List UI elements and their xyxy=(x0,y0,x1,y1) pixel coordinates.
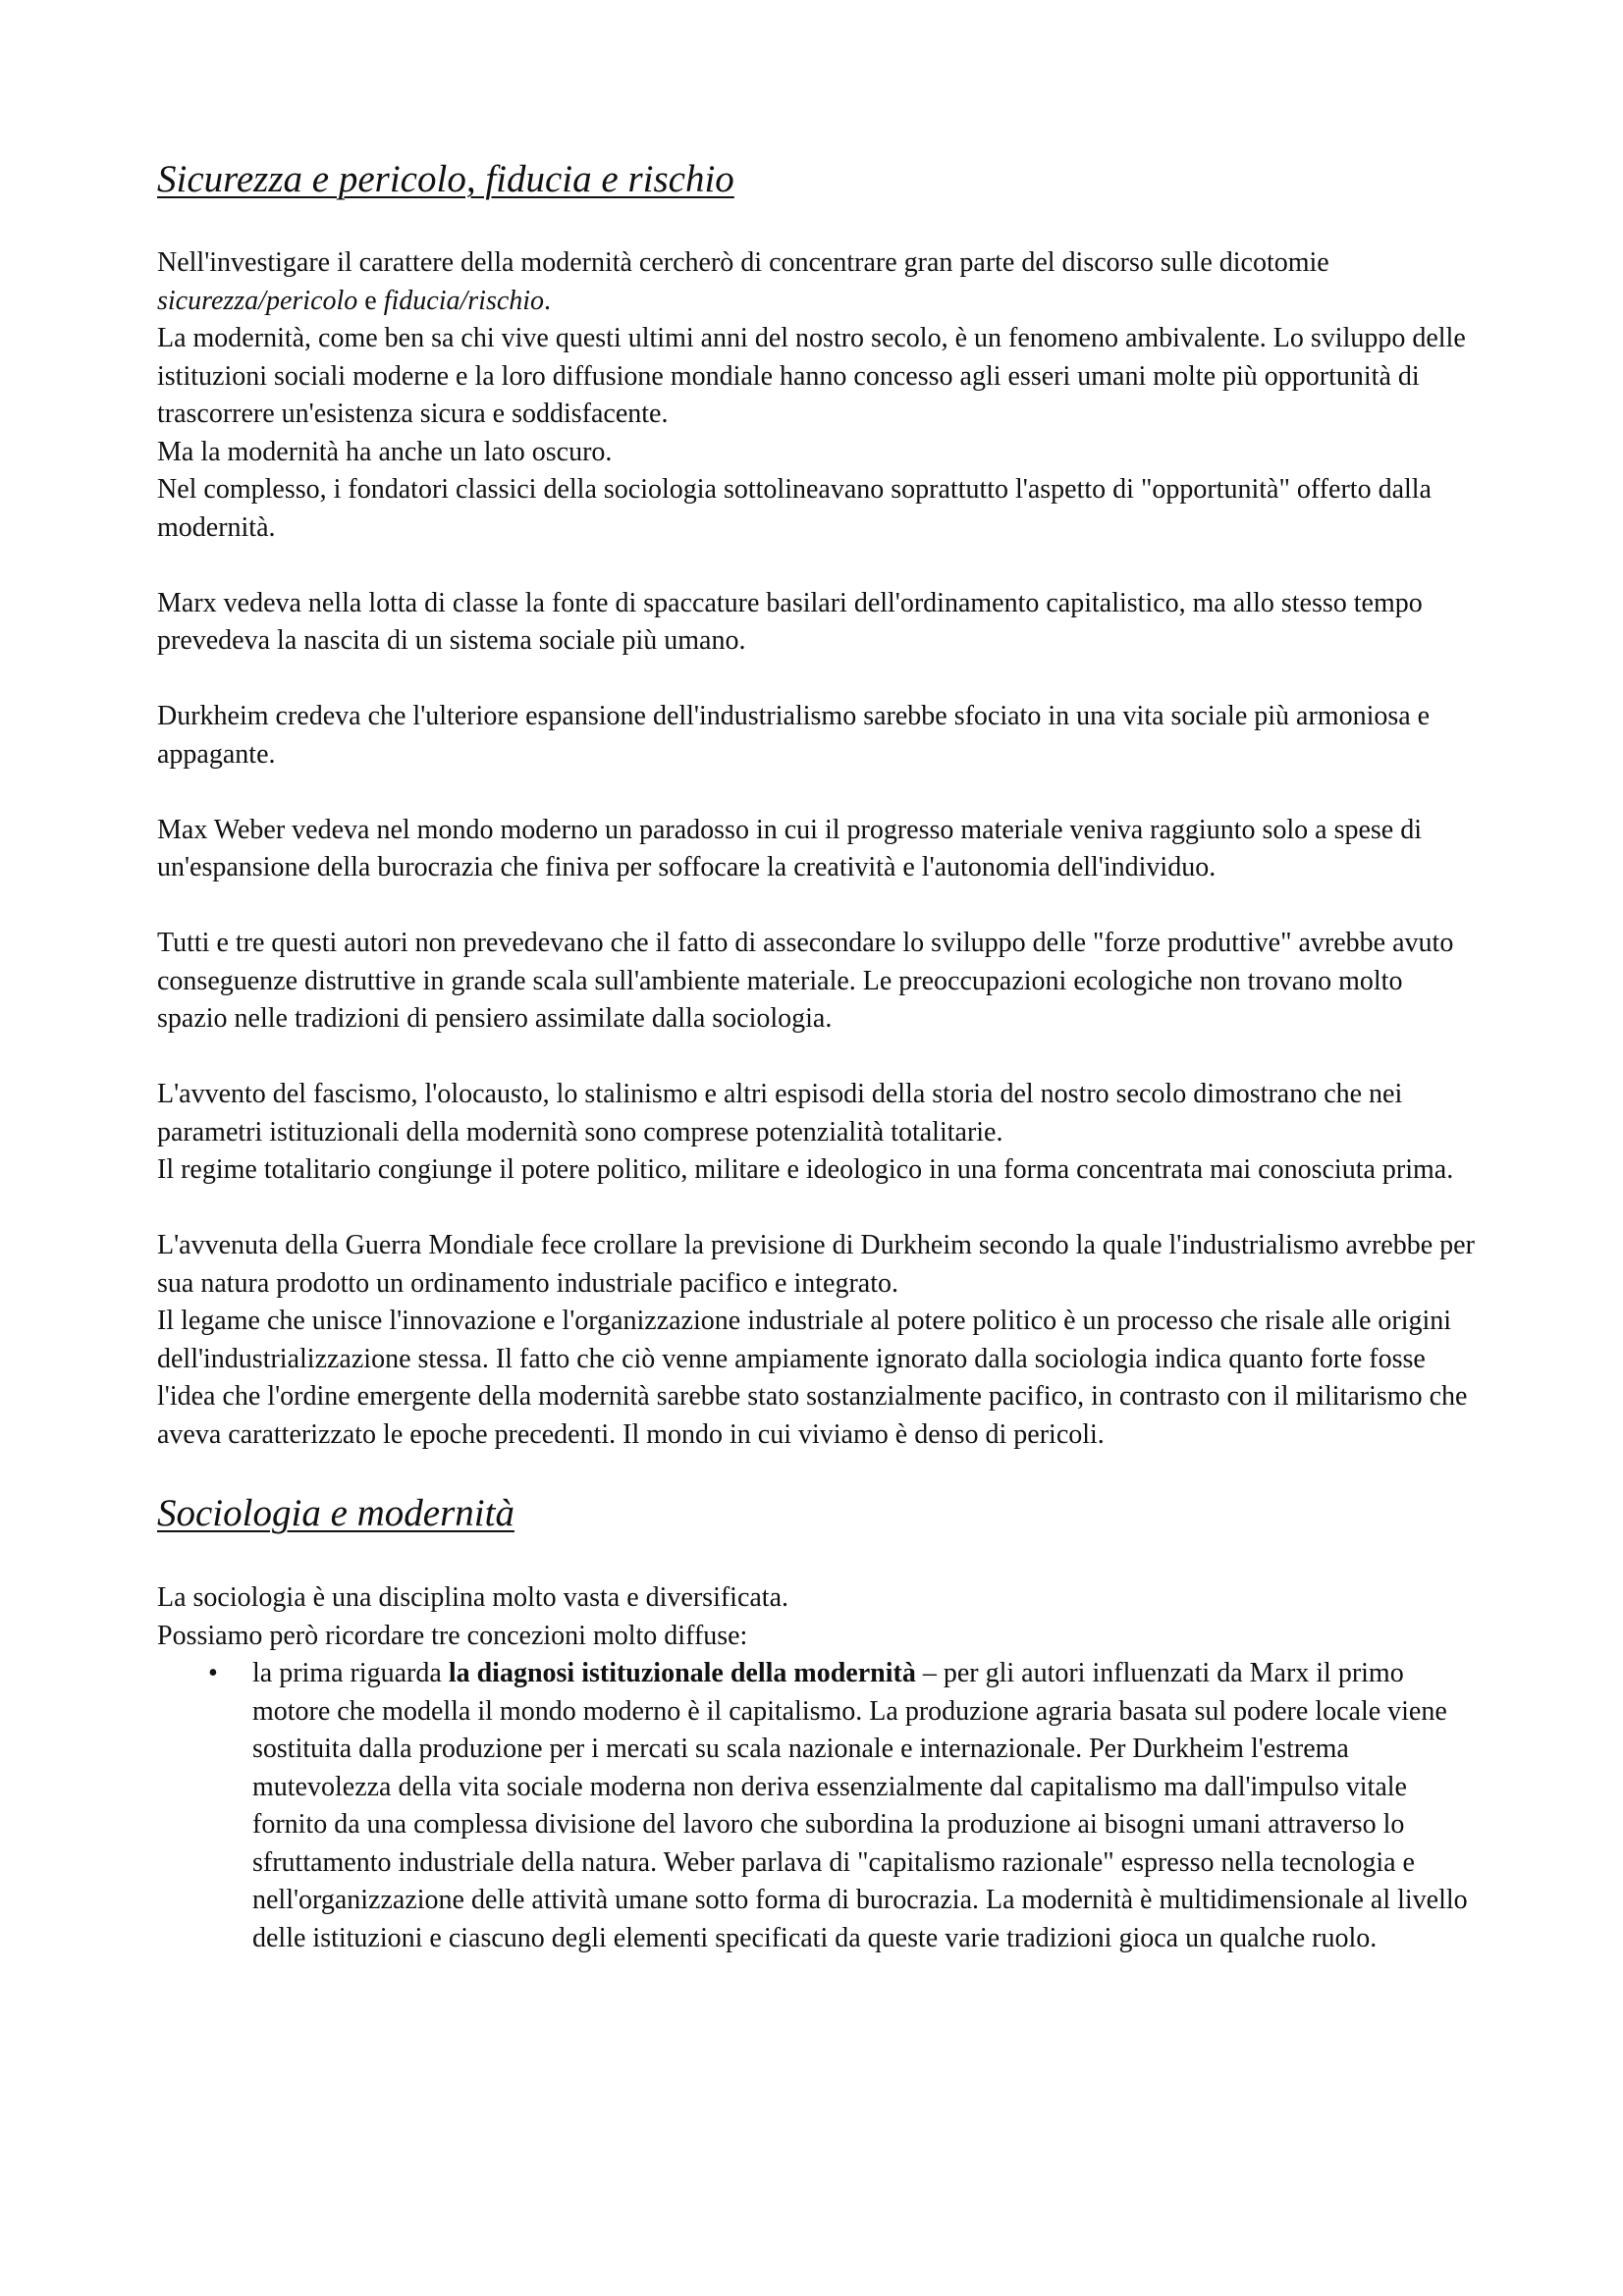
paragraph-founders: Nel complesso, i fondatori classici della sociologia sottolineavano soprattutto l'aspetto di "opportunità" offerto dalla modernità. xyxy=(157,474,1432,543)
intro-connector-text: e xyxy=(357,285,384,316)
paragraph-discipline: La sociologia è una disciplina molto vasta e diversificata. xyxy=(157,1582,789,1613)
list-item-body: – per gli autori influenzati da Marx il primo motore che modella il mondo moderno è il capitalismo. La produzione agraria basata sul podere locale viene sostituita dalla produzione per i mercati su scala nazionale e internazionale. Per Durkheim l'estrema mutevolezza della vita sociale moderna non deriva essenzialmente dal capitalismo ma dall'impulso vitale fornito da una complessa divisione del lavoro che subordina la produzione ai bisogni umani attraverso lo sfruttamento industriale della natura. Weber parlava di "capitalismo razionale" espresso nella tecnologia e nell'organizzazione delle attività umane sotto forma di burocrazia. La modernità è multidimensionale al livello delle istituzioni e ciascuno degli elementi specificati da queste varie tradizioni gioca un qualche ruolo. xyxy=(252,1658,1468,1953)
paragraph-world-war: L'avvenuta della Guerra Mondiale fece crollare la previsione di Durkheim secondo la quale l'industrialismo avrebbe per sua natura prodotto un ordinamento industriale pacifico e integrato. xyxy=(157,1230,1475,1299)
paragraph-fascism: L'avvento del fascismo, l'olocausto, lo stalinismo e altri espisodi della storia del nostro secolo dimostrano che nei parametri istituzionali della modernità sono comprese potenzialità totalitarie. xyxy=(157,1079,1403,1148)
paragraph-dark-side: Ma la modernità ha anche un lato oscuro. xyxy=(157,436,613,467)
paragraph-weber: Max Weber vedeva nel mondo moderno un paradosso in cui il progresso materiale veniva raggiunto solo a spese di un'espansione della burocrazia che finiva per soffocare la creatività e l'autonomia dell'individuo. xyxy=(157,814,1422,882)
bullet-icon: • xyxy=(208,1658,218,1688)
paragraph-three-authors: Tutti e tre questi autori non prevedevano che il fatto di assecondare lo sviluppo delle "forze produttive" avrebbe avuto conseguenze distruttive in grande scala sull'ambiente materiale. Le preoccupazioni ecologiche non trovano molto spazio nelle tradizioni di pensiero assimilate dalla sociologia. xyxy=(157,928,1454,1034)
section-title-sicurezza: Sicurezza e pericolo, fiducia e rischio xyxy=(157,158,734,200)
conceptions-list xyxy=(157,1655,1478,1957)
intro-lead-text: Nell'investigare il carattere della modernità cercherò di concentrare gran parte del discorso sulle dicotomie xyxy=(157,247,1329,278)
paragraph-durkheim: Durkheim credeva che l'ulteriore espansione dell'industrialismo sarebbe sfociato in una vita sociale più armoniosa e appagante. xyxy=(157,701,1431,770)
section-title-sociologia: Sociologia e modernità xyxy=(157,1492,514,1534)
document-body xyxy=(157,155,1478,1957)
paragraph-totalitarian: Il regime totalitario congiunge il potere politico, militare e ideologico in una forma concentrata mai conosciuta prima. xyxy=(157,1154,1454,1185)
term-sicurezza-pericolo: sicurezza/pericolo xyxy=(157,285,358,316)
list-item-bold-term: la diagnosi istituzionale della modernità xyxy=(448,1658,916,1688)
paragraph-intro xyxy=(157,244,1478,320)
intro-end-text: . xyxy=(544,285,552,316)
term-fiducia-rischio: fiducia/rischio xyxy=(383,285,545,316)
list-item-lead: la prima riguarda xyxy=(252,1658,449,1688)
paragraph-industrial-bond: Il legame che unisce l'innovazione e l'organizzazione industriale al potere politico è un processo che risale alle origini dell'industrializzazione stessa. Il fatto che ciò venne ampiamente ignorato dalla sociologia indica quanto forte fosse l'idea che l'ordine emergente della modernità sarebbe stato sostanzialmente pacifico, in contrasto con il militarismo che aveva caratterizzato le epoche precedenti. Il mondo in cui viviamo è denso di pericoli. xyxy=(157,1306,1468,1450)
list-item xyxy=(208,1655,1478,1957)
paragraph-modernity: La modernità, come ben sa chi vive questi ultimi anni del nostro secolo, è un fenomeno ambivalente. Lo sviluppo delle istituzioni sociali moderne e la loro diffusione mondiale hanno concesso agli esseri umani molte più opportunità di trascorrere un'esistenza sicura e soddisfacente. xyxy=(157,323,1466,429)
paragraph-conceptions: Possiamo però ricordare tre concezioni molto diffuse: xyxy=(157,1620,748,1651)
paragraph-marx: Marx vedeva nella lotta di classe la fonte di spaccature basilari dell'ordinamento capitalistico, ma allo stesso tempo prevedeva la nascita di un sistema sociale più umano. xyxy=(157,587,1423,656)
